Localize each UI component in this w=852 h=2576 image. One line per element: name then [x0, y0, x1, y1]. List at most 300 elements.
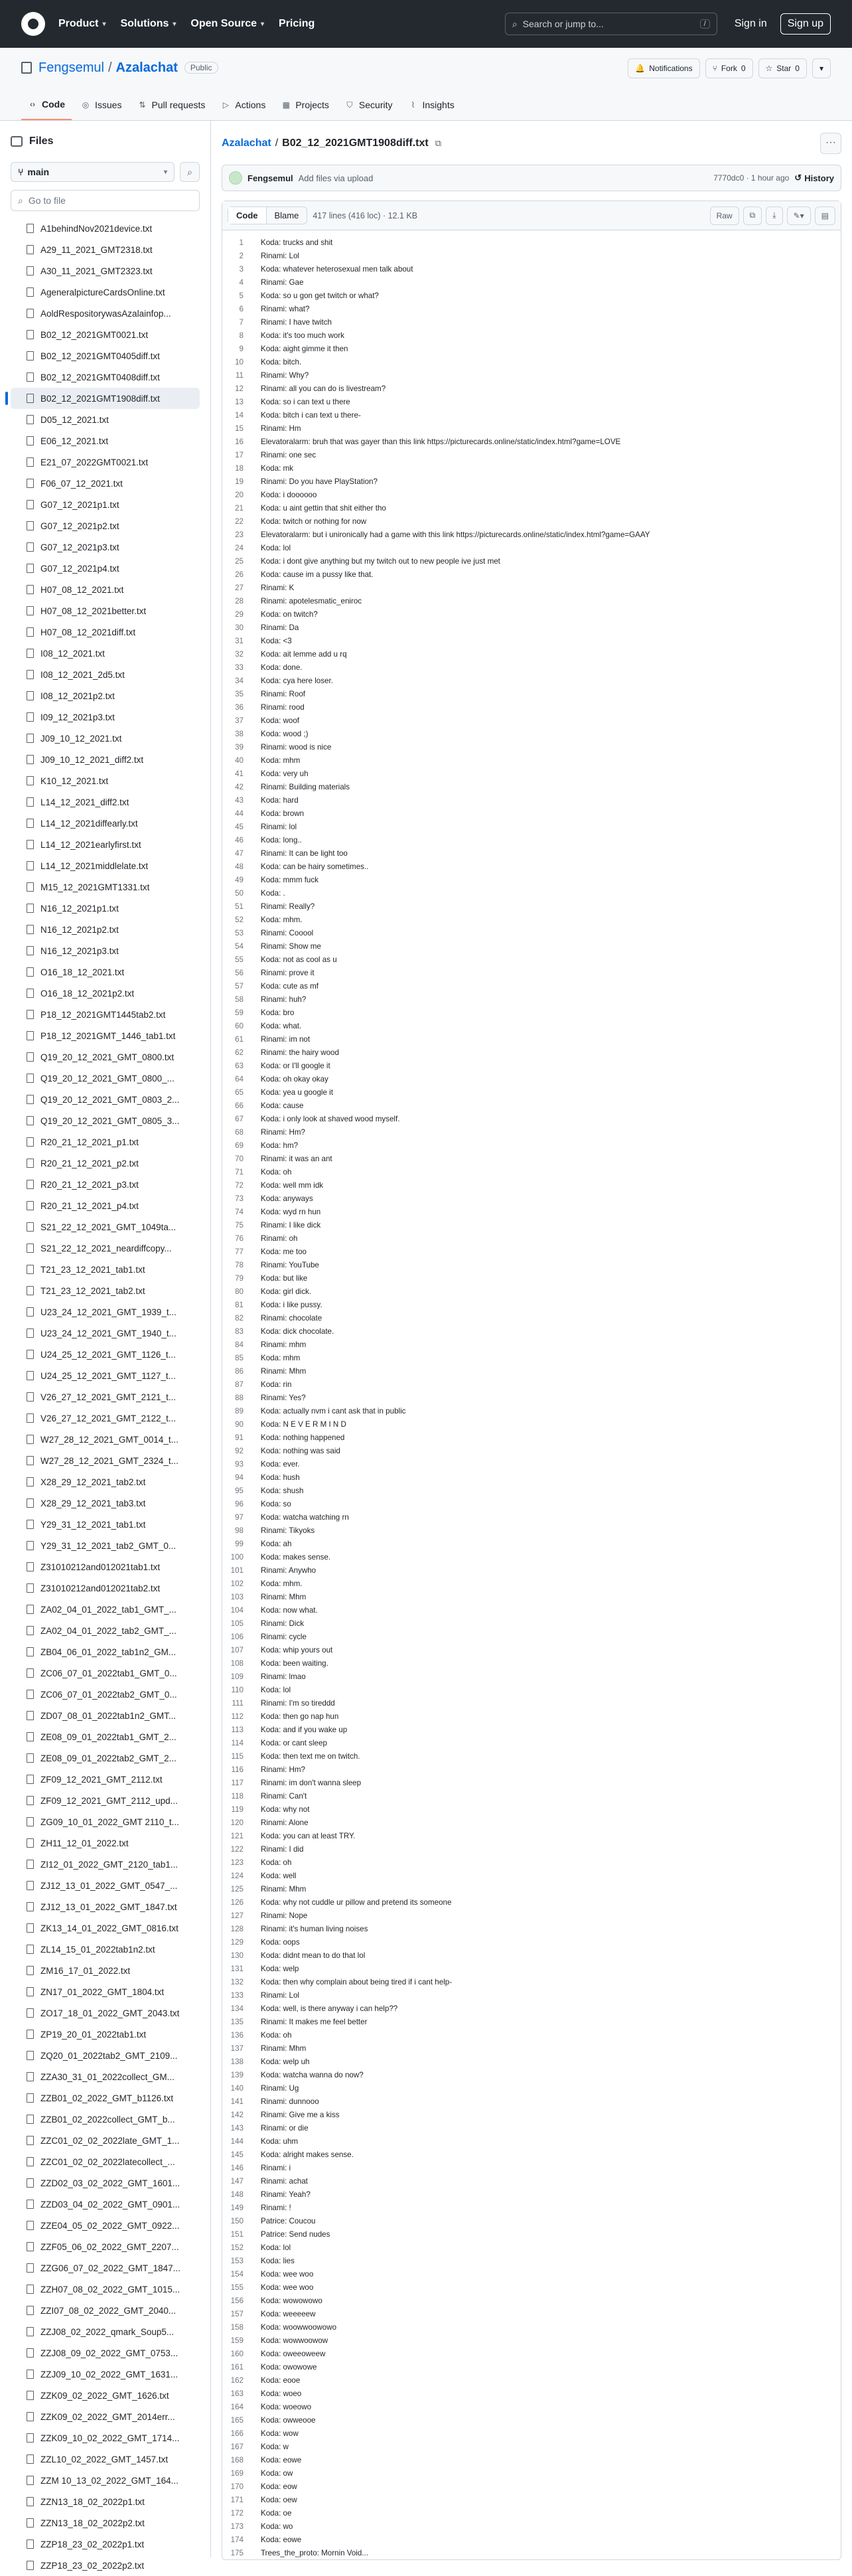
line-number[interactable]: 76 [235, 1234, 244, 1243]
file-tree-item[interactable] [11, 1790, 200, 1811]
line-number[interactable]: 73 [235, 1194, 244, 1203]
file-tree-item[interactable] [11, 1004, 200, 1025]
more-options-button[interactable] [820, 133, 841, 154]
line-number[interactable]: 163 [230, 2389, 244, 2398]
line-number[interactable]: 9 [239, 344, 244, 353]
line-number[interactable]: 107 [230, 1645, 244, 1654]
line-number[interactable]: 148 [230, 2190, 244, 2199]
file-tree-item[interactable] [11, 1811, 200, 1832]
line-number[interactable]: 103 [230, 1592, 244, 1601]
line-number[interactable]: 158 [230, 2322, 244, 2332]
line-number[interactable]: 161 [230, 2362, 244, 2372]
line-number[interactable]: 132 [230, 1977, 244, 1986]
line-number[interactable]: 54 [235, 941, 244, 951]
line-number[interactable]: 59 [235, 1008, 244, 1017]
line-number[interactable]: 6 [239, 304, 244, 313]
line-number[interactable]: 84 [235, 1340, 244, 1349]
line-number[interactable]: 28 [235, 596, 244, 605]
file-tree-item[interactable] [11, 473, 200, 494]
line-number[interactable]: 81 [235, 1300, 244, 1309]
file-tree-item[interactable] [11, 2024, 200, 2045]
line-number[interactable]: 8 [239, 331, 244, 340]
line-number[interactable]: 26 [235, 570, 244, 579]
line-number[interactable]: 127 [230, 1911, 244, 1920]
line-number[interactable]: 152 [230, 2243, 244, 2252]
line-number[interactable]: 118 [231, 1791, 244, 1801]
line-number[interactable]: 159 [230, 2336, 244, 2345]
line-number[interactable]: 104 [230, 1605, 244, 1615]
file-tree-item[interactable] [11, 1110, 200, 1131]
line-number[interactable]: 101 [230, 1566, 244, 1575]
file-tree-item[interactable] [11, 1216, 200, 1238]
line-number[interactable]: 60 [235, 1021, 244, 1030]
line-number[interactable]: 65 [235, 1087, 244, 1097]
line-number[interactable]: 155 [230, 2283, 244, 2292]
file-tree-item[interactable] [11, 366, 200, 388]
file-tree-item[interactable] [11, 2257, 200, 2279]
line-number[interactable]: 16 [235, 437, 244, 446]
line-number[interactable]: 24 [235, 543, 244, 552]
file-tree-item[interactable] [11, 2109, 200, 2130]
avatar[interactable] [229, 171, 242, 185]
file-tree-item[interactable] [11, 2321, 200, 2342]
download-button[interactable] [766, 206, 782, 225]
file-tree-item[interactable] [11, 1875, 200, 1896]
file-tree-item[interactable] [11, 579, 200, 600]
line-number[interactable]: 124 [230, 1871, 244, 1880]
line-number[interactable]: 91 [235, 1433, 244, 1442]
file-tree-item[interactable] [11, 728, 200, 749]
code-view-button[interactable]: Code [228, 207, 267, 224]
line-number[interactable]: 142 [230, 2110, 244, 2119]
line-number[interactable]: 12 [235, 384, 244, 393]
line-number[interactable]: 43 [235, 795, 244, 805]
file-tree-item[interactable] [11, 2364, 200, 2385]
line-number[interactable]: 115 [231, 1751, 244, 1761]
line-number[interactable]: 77 [235, 1247, 244, 1256]
line-number[interactable]: 114 [231, 1738, 244, 1747]
commit-message[interactable]: Add files via upload [298, 173, 374, 183]
line-number[interactable]: 151 [230, 2229, 244, 2239]
file-tree-item[interactable] [11, 1641, 200, 1662]
file-tree-item[interactable] [11, 961, 200, 983]
line-number[interactable]: 30 [235, 623, 244, 632]
file-tree-item[interactable] [11, 1046, 200, 1068]
line-number[interactable]: 141 [230, 2097, 244, 2106]
file-tree-item[interactable] [11, 1025, 200, 1046]
line-number[interactable]: 20 [235, 490, 244, 499]
line-number[interactable]: 74 [235, 1207, 244, 1216]
file-tree-item[interactable] [11, 940, 200, 961]
tab-code[interactable] [21, 90, 72, 120]
line-number[interactable]: 100 [230, 1552, 244, 1562]
file-tree-item[interactable] [11, 2342, 200, 2364]
line-number[interactable]: 143 [230, 2123, 244, 2133]
line-number[interactable]: 145 [230, 2150, 244, 2159]
line-number[interactable]: 68 [235, 1127, 244, 1137]
line-number[interactable]: 169 [230, 2468, 244, 2478]
line-number[interactable]: 95 [235, 1486, 244, 1495]
file-tree-item[interactable] [11, 1471, 200, 1492]
line-number[interactable]: 105 [230, 1619, 244, 1628]
line-number[interactable]: 1 [239, 238, 244, 247]
line-number[interactable]: 175 [230, 2548, 244, 2557]
line-number[interactable]: 10 [235, 357, 244, 366]
file-tree-item[interactable] [11, 1323, 200, 1344]
file-tree-item[interactable] [11, 876, 200, 898]
line-number[interactable]: 35 [235, 689, 244, 698]
edit-button[interactable] [787, 206, 811, 225]
commit-author[interactable]: Fengsemul [248, 173, 293, 183]
file-tree-item[interactable] [11, 1238, 200, 1259]
line-number[interactable]: 92 [235, 1446, 244, 1455]
line-number[interactable]: 172 [230, 2508, 244, 2518]
line-number[interactable]: 75 [235, 1220, 244, 1230]
file-tree-item[interactable] [11, 2279, 200, 2300]
sign-up-button[interactable]: Sign up [780, 13, 831, 35]
line-number[interactable]: 5 [239, 291, 244, 300]
line-number[interactable]: 135 [230, 2017, 244, 2026]
line-number[interactable]: 108 [230, 1658, 244, 1668]
file-tree-item[interactable] [11, 515, 200, 536]
line-number[interactable]: 2 [239, 251, 244, 260]
line-number[interactable]: 62 [235, 1048, 244, 1057]
file-tree-item[interactable] [11, 749, 200, 770]
file-tree-item[interactable] [11, 664, 200, 685]
file-tree-item[interactable] [11, 2172, 200, 2194]
tab-issues[interactable] [74, 90, 128, 120]
file-tree-item[interactable] [11, 1981, 200, 2002]
line-number[interactable]: 174 [230, 2535, 244, 2544]
line-number[interactable]: 85 [235, 1353, 244, 1362]
nav-product[interactable] [58, 18, 106, 30]
line-number[interactable]: 22 [235, 517, 244, 526]
line-number[interactable]: 49 [235, 875, 244, 884]
line-number[interactable]: 98 [235, 1526, 244, 1535]
file-tree-item[interactable] [11, 558, 200, 579]
file-tree-item[interactable] [11, 451, 200, 473]
file-tree-item[interactable] [11, 1131, 200, 1153]
line-number[interactable]: 111 [232, 1698, 244, 1708]
line-number[interactable]: 17 [235, 450, 244, 459]
line-number[interactable]: 144 [230, 2136, 244, 2146]
line-number[interactable]: 42 [235, 782, 244, 791]
file-tree-item[interactable] [11, 2555, 200, 2576]
line-number[interactable]: 120 [230, 1818, 244, 1827]
file-tree-item[interactable] [11, 706, 200, 728]
line-number[interactable]: 34 [235, 676, 244, 685]
line-number[interactable]: 121 [230, 1831, 244, 1840]
blame-view-button[interactable]: Blame [274, 210, 299, 220]
file-tree-item[interactable] [11, 643, 200, 664]
sign-in-link[interactable]: Sign in [734, 18, 767, 29]
file-tree-item[interactable] [11, 430, 200, 451]
line-number[interactable]: 106 [230, 1632, 244, 1641]
line-number[interactable]: 69 [235, 1141, 244, 1150]
line-number[interactable]: 46 [235, 835, 244, 845]
line-number[interactable]: 170 [230, 2482, 244, 2491]
line-number[interactable]: 131 [230, 1964, 244, 1973]
line-number[interactable]: 139 [230, 2070, 244, 2079]
file-tree-item[interactable] [11, 1280, 200, 1301]
star-button[interactable] [758, 58, 807, 78]
line-number[interactable]: 138 [230, 2057, 244, 2066]
line-number[interactable]: 147 [230, 2176, 244, 2186]
file-tree-item[interactable] [11, 1535, 200, 1556]
file-tree-item[interactable] [11, 2130, 200, 2151]
line-number[interactable]: 47 [235, 848, 244, 858]
search-input[interactable] [505, 13, 717, 35]
line-number[interactable]: 36 [235, 702, 244, 712]
line-number[interactable]: 102 [230, 1579, 244, 1588]
line-number[interactable]: 86 [235, 1366, 244, 1376]
line-number[interactable]: 113 [231, 1725, 244, 1734]
line-number[interactable]: 130 [230, 1951, 244, 1960]
file-tree-item[interactable] [11, 1301, 200, 1323]
file-tree-item[interactable] [11, 2406, 200, 2427]
line-number[interactable]: 63 [235, 1061, 244, 1070]
file-tree-item[interactable] [11, 218, 200, 239]
file-tree-item[interactable] [11, 1068, 200, 1089]
file-tree-item[interactable] [11, 282, 200, 303]
line-number[interactable]: 19 [235, 477, 244, 486]
line-number[interactable]: 129 [230, 1937, 244, 1947]
fork-button[interactable] [705, 58, 753, 78]
line-number[interactable]: 157 [230, 2309, 244, 2318]
file-tree-item[interactable] [11, 791, 200, 813]
commit-meta[interactable]: 7770dc0 · 1 hour ago [713, 173, 790, 183]
nav-pricing[interactable] [279, 18, 315, 30]
copy-path-icon[interactable]: ⧉ [435, 138, 442, 148]
tab-projects[interactable] [275, 90, 336, 120]
raw-button[interactable]: Raw [710, 206, 739, 225]
line-number[interactable]: 21 [235, 503, 244, 513]
tab-security[interactable] [338, 90, 399, 120]
line-number[interactable]: 58 [235, 995, 244, 1004]
file-tree-item[interactable] [11, 1747, 200, 1769]
file-tree-item[interactable] [11, 1492, 200, 1514]
file-tree-item[interactable] [11, 2087, 200, 2109]
file-tree-item[interactable] [11, 2534, 200, 2555]
line-number[interactable]: 166 [230, 2429, 244, 2438]
file-tree-item[interactable] [11, 1195, 200, 1216]
line-number[interactable]: 153 [230, 2256, 244, 2265]
file-tree-item[interactable] [11, 1408, 200, 1429]
line-number[interactable]: 171 [230, 2495, 244, 2504]
file-tree-item[interactable] [11, 1769, 200, 1790]
line-number[interactable]: 51 [235, 902, 244, 911]
line-number[interactable]: 160 [230, 2349, 244, 2358]
file-tree-item[interactable] [11, 600, 200, 621]
line-number[interactable]: 70 [235, 1154, 244, 1163]
file-tree-item[interactable] [11, 1344, 200, 1365]
line-number[interactable]: 41 [235, 769, 244, 778]
line-number[interactable]: 79 [235, 1273, 244, 1283]
file-tree-item[interactable] [11, 1153, 200, 1174]
go-to-file-input[interactable] [11, 190, 200, 211]
line-number[interactable]: 133 [230, 1990, 244, 2000]
file-tree-item[interactable] [11, 303, 200, 324]
file-tree-item[interactable] [11, 2512, 200, 2534]
file-tree-item[interactable] [11, 2002, 200, 2024]
file-tree-item[interactable] [11, 239, 200, 260]
file-tree-item[interactable] [11, 1577, 200, 1599]
line-number[interactable]: 122 [230, 1844, 244, 1854]
file-tree-item[interactable] [11, 1662, 200, 1684]
line-number[interactable]: 112 [231, 1712, 244, 1721]
file-tree-item[interactable] [11, 260, 200, 282]
line-number[interactable]: 119 [231, 1805, 244, 1814]
line-number[interactable]: 80 [235, 1287, 244, 1296]
line-number[interactable]: 149 [230, 2203, 244, 2212]
repo-name-link[interactable]: Azalachat [115, 60, 178, 75]
file-tree-item[interactable] [11, 919, 200, 940]
file-tree-item[interactable] [11, 813, 200, 834]
nav-open-source[interactable] [190, 18, 264, 30]
file-tree-item[interactable] [11, 1450, 200, 1471]
file-tree-item[interactable] [11, 1939, 200, 1960]
file-tree-item[interactable] [11, 2449, 200, 2470]
line-number[interactable]: 117 [231, 1778, 244, 1787]
tab-pull-requests[interactable] [131, 90, 212, 120]
line-number[interactable]: 94 [235, 1473, 244, 1482]
file-tree-item[interactable] [11, 1726, 200, 1747]
file-tree-item[interactable] [11, 1854, 200, 1875]
line-number[interactable]: 137 [230, 2044, 244, 2053]
line-number[interactable]: 53 [235, 928, 244, 937]
branch-selector[interactable] [11, 162, 175, 182]
line-number[interactable]: 167 [230, 2442, 244, 2451]
file-tree-item[interactable] [11, 1429, 200, 1450]
line-number[interactable]: 52 [235, 915, 244, 924]
line-number[interactable]: 39 [235, 742, 244, 752]
line-number[interactable]: 61 [235, 1034, 244, 1044]
line-number[interactable]: 32 [235, 649, 244, 659]
repo-owner-link[interactable]: Fengsemul [38, 60, 104, 75]
star-dropdown-button[interactable] [812, 58, 831, 78]
line-number[interactable]: 50 [235, 888, 244, 898]
file-tree-item[interactable] [11, 1514, 200, 1535]
line-number[interactable]: 90 [235, 1419, 244, 1429]
file-tree-item[interactable] [11, 1259, 200, 1280]
file-tree-item[interactable] [11, 1960, 200, 1981]
file-tree-item[interactable] [11, 855, 200, 876]
line-number[interactable]: 96 [235, 1499, 244, 1508]
file-tree-item[interactable] [11, 1917, 200, 1939]
line-number[interactable]: 40 [235, 756, 244, 765]
line-number[interactable]: 18 [235, 463, 244, 473]
line-number[interactable]: 27 [235, 583, 244, 592]
file-tree-item[interactable] [11, 1684, 200, 1705]
line-number[interactable]: 38 [235, 729, 244, 738]
line-number[interactable]: 64 [235, 1074, 244, 1084]
line-number[interactable]: 88 [235, 1393, 244, 1402]
file-tree-item[interactable] [11, 536, 200, 558]
search-files-button[interactable] [180, 162, 200, 182]
file-tree-item[interactable] [11, 898, 200, 919]
symbols-button[interactable] [815, 206, 835, 225]
file-tree-item[interactable] [11, 1365, 200, 1386]
file-tree-item[interactable] [11, 983, 200, 1004]
line-number[interactable]: 14 [235, 410, 244, 420]
file-tree-item[interactable] [11, 2491, 200, 2512]
line-number[interactable]: 154 [230, 2269, 244, 2279]
line-number[interactable]: 134 [230, 2004, 244, 2013]
file-tree-item[interactable] [11, 2066, 200, 2087]
file-tree-item[interactable] [11, 1386, 200, 1408]
file-tree-item[interactable] [11, 1832, 200, 1854]
line-number[interactable]: 56 [235, 968, 244, 977]
line-number[interactable]: 29 [235, 609, 244, 619]
line-number[interactable]: 164 [230, 2402, 244, 2411]
file-tree-item[interactable] [11, 2236, 200, 2257]
breadcrumb-repo-link[interactable]: Azalachat [222, 137, 271, 149]
line-number[interactable]: 150 [230, 2216, 244, 2225]
line-number[interactable]: 48 [235, 862, 244, 871]
nav-solutions[interactable] [120, 18, 176, 30]
file-tree-item[interactable] [11, 1896, 200, 1917]
line-number[interactable]: 55 [235, 955, 244, 964]
file-tree-item[interactable] [11, 2045, 200, 2066]
line-number[interactable]: 110 [231, 1685, 244, 1694]
file-tree-item[interactable] [11, 388, 200, 409]
file-tree-item[interactable] [11, 2427, 200, 2449]
line-number[interactable]: 83 [235, 1327, 244, 1336]
file-tree-item[interactable] [11, 2215, 200, 2236]
file-tree-item[interactable] [11, 1705, 200, 1726]
line-number[interactable]: 71 [235, 1167, 244, 1176]
line-number[interactable]: 140 [230, 2083, 244, 2093]
line-number[interactable]: 67 [235, 1114, 244, 1123]
line-number[interactable]: 156 [230, 2296, 244, 2305]
tab-insights[interactable] [401, 90, 461, 120]
line-number[interactable]: 165 [230, 2415, 244, 2425]
line-number[interactable]: 4 [239, 278, 244, 287]
file-tree-item[interactable] [11, 409, 200, 430]
copy-raw-button[interactable] [743, 206, 762, 225]
tab-actions[interactable] [214, 90, 272, 120]
file-tree-item[interactable] [11, 2300, 200, 2321]
line-number[interactable]: 87 [235, 1380, 244, 1389]
line-number[interactable]: 168 [230, 2455, 244, 2464]
file-tree-item[interactable] [11, 2385, 200, 2406]
line-number[interactable]: 44 [235, 809, 244, 818]
line-number[interactable]: 7 [239, 317, 244, 327]
notifications-button[interactable] [628, 58, 699, 78]
file-tree-item[interactable] [11, 1089, 200, 1110]
file-tree-item[interactable] [11, 2470, 200, 2491]
line-number[interactable]: 125 [230, 1884, 244, 1893]
line-number[interactable]: 23 [235, 530, 244, 539]
file-tree-item[interactable] [11, 685, 200, 706]
line-number[interactable]: 31 [235, 636, 244, 645]
file-tree-item[interactable] [11, 1599, 200, 1620]
line-number[interactable]: 97 [235, 1512, 244, 1522]
line-number[interactable]: 13 [235, 397, 244, 406]
file-tree-item[interactable] [11, 345, 200, 366]
line-number[interactable]: 99 [235, 1539, 244, 1548]
line-number[interactable]: 116 [231, 1765, 244, 1774]
line-number[interactable]: 128 [230, 1924, 244, 1933]
file-tree-item[interactable] [11, 1620, 200, 1641]
file-tree-item[interactable] [11, 770, 200, 791]
line-number[interactable]: 109 [230, 1672, 244, 1681]
history-button[interactable] [794, 173, 834, 183]
line-number[interactable]: 126 [230, 1897, 244, 1907]
line-number[interactable]: 173 [230, 2522, 244, 2531]
github-logo-icon[interactable] [21, 12, 45, 36]
file-tree-item[interactable] [11, 494, 200, 515]
